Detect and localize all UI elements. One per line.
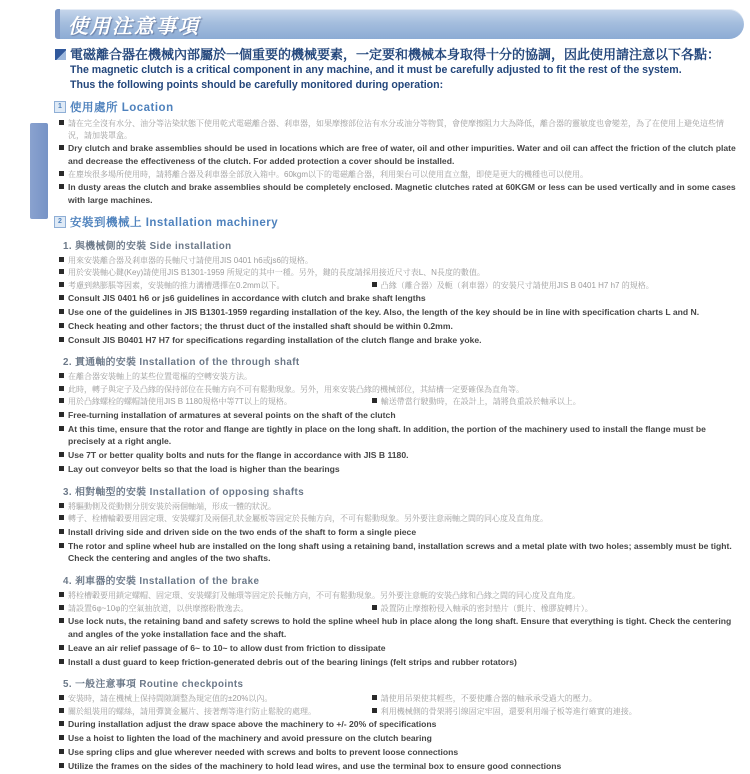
- bullet-square-icon: [372, 398, 377, 403]
- bullet-item: [59, 527, 416, 537]
- bullet-square-icon: [59, 466, 64, 471]
- bullet-square-icon: [59, 269, 64, 274]
- bullet-item: [59, 502, 276, 511]
- bullet-line: [59, 501, 739, 513]
- bullet-item: [59, 268, 485, 277]
- bullet-square-icon: [372, 282, 377, 287]
- bullet-text: Lay out conveyor belts so that the load is higher than the bearings: [68, 464, 340, 475]
- bullet-line: [59, 181, 739, 207]
- bullet-square-icon: [59, 295, 64, 300]
- bullet-item: [59, 591, 580, 600]
- bullet-square-icon: [59, 337, 64, 342]
- bullet-square-icon: [59, 282, 64, 287]
- section-number-icon: 1: [54, 101, 66, 113]
- bullet-line: [59, 760, 739, 773]
- bullet-item: [59, 372, 252, 381]
- bullet-item: [59, 385, 524, 394]
- bullet-line: [59, 656, 739, 669]
- bullet-square-icon: [59, 386, 64, 391]
- subsection-header: 1. 與機械側的安裝 Side installation: [63, 240, 232, 252]
- subsection-header: 5. 一般注意事項 Routine checkpoints: [63, 679, 244, 691]
- bullet-item: [59, 514, 548, 523]
- bullet-square-icon: [59, 373, 64, 378]
- bullet-text: 安裝時，請在機械上保持間隙調整為規定值的±20%以內。: [68, 694, 273, 704]
- side-tab: [30, 123, 48, 219]
- intro-text-zh: [55, 46, 739, 63]
- bullet-item: [59, 321, 453, 331]
- bullet-square-icon: [59, 452, 64, 457]
- bullet-square-icon: [59, 763, 64, 768]
- bullet-line: [59, 513, 739, 525]
- bullet-square-icon: [59, 257, 64, 262]
- bullet-item: [59, 657, 517, 667]
- bullet-line: [59, 320, 739, 333]
- bullet-text: 用於凸緣螺栓的螺帽請使用JIS B 1180規格中等7T以上的規格。: [68, 397, 292, 407]
- subsection-header: 2. 貫通軸的安裝 Installation of the through shaft: [63, 357, 300, 369]
- bullet-line: [59, 603, 739, 615]
- bullet-square-icon: [59, 592, 64, 597]
- bullet-item: [59, 170, 588, 179]
- section: [55, 214, 739, 773]
- section: [55, 99, 739, 207]
- bullet-text: During installation adjust the draw space above the machinery to +/- 20% of specifications: [68, 719, 437, 730]
- bullet-text: Use spring clips and glue wherever needed with screws and bolts to prevent loose connections: [68, 747, 459, 758]
- bullet-text: Dry clutch and brake assemblies should be used in locations which are free of water, oil and other impurities. Water and oil can affect the friction of the clutch plate and decrease the effectiveness of the clutch. For added protection a cover should be installed.: [68, 143, 736, 166]
- bullet-line: [59, 642, 739, 655]
- bullet-line: [59, 280, 739, 292]
- bullet-text: Use one of the guidelines in JIS B1301-1959 regarding installation of the key. Also, the length of the key should be in line with specification charts L and N.: [68, 306, 700, 317]
- bullet-item: [372, 693, 597, 705]
- bullet-square-icon: [59, 515, 64, 520]
- bullet-line: [59, 423, 739, 449]
- section-title: 安裝到機械上 Installation machinery: [70, 216, 279, 229]
- bullet-item: [59, 464, 340, 474]
- bullet-line: [59, 590, 739, 602]
- bullet-text: 將栓槽轂要用鎖定螺帽、固定環、安裝螺釘及軸環等固定於長軸方向，不可有鬆動現象。另外要注意軛的安裝凸緣和凸緣之間的同心度及直角度。: [68, 591, 580, 601]
- bullet-text: 將驅動側及從動側分別安裝於兩個軸端，形成一體的狀況。: [68, 501, 276, 511]
- intro-zh-text: 電磁離合器在機械內部屬於一個重要的機械要素，一定要和機械本身取得十分的協調，因此使用請注意以下各點：: [70, 47, 721, 62]
- bullet-square-icon: [372, 708, 377, 713]
- bullet-square-icon: [59, 618, 64, 623]
- bullet-text: 用於安裝軸心鍵(Key)請使用JIS B1301-1959 所規定的其中一種。另外，鍵的長度請採用接近尺寸表L、N長度的數值。: [68, 268, 485, 278]
- bullet-square-icon: [59, 543, 64, 548]
- bullet-text: Free-turning installation of armatures at several points on the shaft of the clutch: [68, 409, 396, 420]
- bullet-item: [59, 335, 482, 345]
- bullet-line: [59, 746, 739, 759]
- bullet-text: Use a hoist to lighten the load of the machinery and avoid pressure on the clutch bearing: [68, 733, 432, 744]
- bullet-line: [59, 371, 739, 383]
- bullet-item: [59, 280, 372, 292]
- bullet-line: [59, 142, 739, 168]
- bullet-line: [59, 526, 739, 539]
- bullet-text: In dusty areas the clutch and brake assemblies should be completely enclosed. Magnetic clutches rated at 60KGM or less can be used vertically and in some cases with large machines.: [68, 182, 736, 205]
- bullet-square-icon: [59, 184, 64, 189]
- subsection-header: 3. 相對軸型的安裝 Installation of opposing shafts: [63, 486, 305, 498]
- bullet-line: [59, 615, 739, 641]
- bullet-item: [372, 603, 593, 615]
- bullet-text: Check heating and other factors; the thrust duct of the installed shaft should be within 0.2mm.: [68, 320, 453, 331]
- bullet-line: [59, 306, 739, 319]
- bullet-item: [372, 396, 581, 408]
- bullet-text: Leave an air relief passage of 6~ to 10~ to allow dust from friction to dissipate: [68, 642, 386, 653]
- intro-text-en-line2: Thus the following points should be carefully monitored during operation:: [70, 78, 444, 91]
- bullet-item: [59, 119, 724, 140]
- bullet-square-icon: [59, 171, 64, 176]
- bullet-item: [372, 280, 654, 292]
- bullet-text: 利用機械側的骨架將引線固定牢固，還要利用端子板等進行確實的連接。: [380, 706, 637, 716]
- bullet-line: [59, 718, 739, 731]
- bullet-square-icon: [59, 323, 64, 328]
- bullet-text: 凸緣（離合器）及軛（剎車器）的安裝尺寸請使用JIS B 0401 H7 h7 的規格。: [380, 280, 654, 290]
- bullet-line: [59, 118, 739, 141]
- bullet-line: [59, 292, 739, 305]
- bullet-text: Utilize the frames on the sides of the machinery to hold lead wires, and use the terminal box to ensure good connections: [68, 760, 562, 771]
- subsection-header: 4. 剎車器的安裝 Installation of the brake: [63, 576, 260, 588]
- bullet-item: [59, 693, 372, 705]
- bullet-item: [59, 747, 458, 757]
- bullet-square-icon: [59, 645, 64, 650]
- bullet-text: At this time, ensure that the rotor and flange are tightly in place on the long shaft. In addition, the portion of the machinery used to install the flange must be precisely at a right angle.: [68, 423, 706, 447]
- bullet-square-icon: [59, 708, 64, 713]
- bullet-text: The rotor and spline wheel hub are installed on the long shaft using a retaining band, installation screws and a metal plate with two holes; assembly must be tight. Check the centering and angles of the two shafts.: [68, 540, 732, 564]
- bullet-item: [59, 450, 409, 460]
- bullet-square-icon: [59, 503, 64, 508]
- intro-block: [55, 46, 739, 92]
- section-header: [54, 214, 739, 230]
- bullet-square-icon: [59, 145, 64, 150]
- bullet-text: 此時，轉子與定子及凸緣的保持部位在長軸方向不可有鬆動現象。另外，用來安裝凸緣的機械部位，其結構一定要確保為直角等。: [68, 384, 524, 394]
- bullet-item: [59, 761, 561, 771]
- bullet-line: [59, 384, 739, 396]
- bullet-text: 請在完全沒有水分、油分等沾染狀態下使用乾式電磁離合器、剎車器，如果摩擦部位沾有水分或油分等物質，會使摩擦阻力大為降低，離合器的靈敏度也會變差，為了在使用上避免這些情況，請加裝罩盒。: [68, 119, 724, 140]
- bullet-text: 在塵埃很多場所使用時，請將離合器及剎車器全部放入箱中。60kgm以下的電磁離合器，利用架台可以使用直立盤，即使是更大的機種也可以使用。: [68, 169, 589, 179]
- page-title: 使用注意事項: [68, 15, 200, 38]
- intro-marker-icon: [55, 49, 66, 60]
- bullet-text: Install driving side and driven side on the two ends of the shaft to form a single piece: [68, 526, 417, 537]
- bullet-item: [59, 733, 432, 743]
- bullet-item: [59, 706, 372, 718]
- bullet-line: [59, 449, 739, 462]
- bullet-line: [59, 255, 739, 267]
- bullet-text: Consult JIS B0401 H7 H7 for specifications regarding installation of the clutch flange and brake yoke.: [68, 334, 482, 345]
- header-bar: [55, 9, 744, 39]
- bullet-square-icon: [59, 120, 64, 125]
- bullet-square-icon: [59, 412, 64, 417]
- bullet-square-icon: [59, 735, 64, 740]
- bullet-square-icon: [59, 426, 64, 431]
- bullet-text: 關於組裝用的螺絲，請用彈簧金屬片、接著劑等進行防止鬆脫的處理。: [68, 706, 316, 716]
- bullet-item: [59, 143, 736, 166]
- bullet-line: [59, 169, 739, 181]
- bullet-text: 考慮到熱膨脹等因素，安裝軸的推力溝槽選擇在0.2mm以下。: [68, 280, 285, 290]
- bullet-line: [59, 706, 739, 718]
- bullet-item: [59, 307, 699, 317]
- bullet-line: [59, 409, 739, 422]
- bullet-item: [372, 706, 637, 718]
- bullet-text: 在離合器安裝軸上的某些位置電樞的空轉安裝方法。: [68, 372, 252, 382]
- bullet-text: Consult JIS 0401 h6 or js6 guidelines in accordance with clutch and brake shaft lengths: [68, 293, 426, 304]
- bullet-line: [59, 334, 739, 347]
- bullet-item: [59, 182, 736, 205]
- bullet-square-icon: [59, 309, 64, 314]
- bullet-text: 請使用吊架使其輕些，不要使離合器的軸承承受過大的壓力。: [380, 694, 597, 704]
- bullet-item: [59, 410, 396, 420]
- bullet-line: [59, 732, 739, 745]
- bullet-square-icon: [372, 605, 377, 610]
- bullet-item: [59, 293, 426, 303]
- bullet-text: 輸送帶當行駛動時，在設計上，請將負重設於軸承以上。: [380, 397, 581, 407]
- bullet-text: 請設置6φ~10φ的空氣抽放道，以供摩擦粉散逸去。: [68, 603, 249, 613]
- bullet-line: [59, 693, 739, 705]
- bullet-item: [59, 643, 386, 653]
- bullet-square-icon: [59, 605, 64, 610]
- bullet-item: [59, 396, 372, 408]
- bullet-item: [59, 541, 732, 564]
- section-number-icon: 2: [54, 216, 66, 228]
- bullet-text: Use lock nuts, the retaining band and safety screws to hold the spline wheel hub in place along the long shaft. Ensure that everything is tight. Check the centering and angles of the yoke installation face and the shaft.: [68, 616, 732, 640]
- bullet-square-icon: [59, 398, 64, 403]
- content-area: [55, 46, 739, 774]
- bullet-text: 設置防止摩擦粉侵入軸承的密封墊片（氈片、橡膠旋轉片）。: [380, 603, 593, 613]
- bullet-text: Use 7T or better quality bolts and nuts for the flange in accordance with JIS B 1180.: [68, 450, 409, 461]
- section-header: [54, 99, 739, 115]
- bullet-square-icon: [59, 695, 64, 700]
- bullet-text: Install a dust guard to keep friction-generated debris out of the bearing linings (felt strips and rubber rotators): [68, 656, 517, 667]
- bullet-square-icon: [372, 695, 377, 700]
- bullet-square-icon: [59, 529, 64, 534]
- bullet-line: [59, 540, 739, 566]
- bullet-item: [59, 256, 313, 265]
- bullet-square-icon: [59, 659, 64, 664]
- bullet-line: [59, 267, 739, 279]
- bullet-line: [59, 396, 739, 408]
- intro-text-en-line1: The magnetic clutch is a critical component in any machine, and it must be carefully adjusted to fit the rest of the system.: [70, 64, 682, 76]
- bullet-text: 轉子、栓槽輪轂要用固定環、安裝螺釘及兩個孔狀金屬板等固定於長軸方向，不可有鬆動現象。另外要注意兩軸之間的同心度及直角度。: [68, 514, 548, 524]
- section-title: 使用處所 Location: [70, 102, 174, 114]
- bullet-square-icon: [59, 721, 64, 726]
- sections-container: [55, 99, 739, 773]
- bullet-item: [59, 603, 372, 615]
- bullet-item: [59, 424, 706, 447]
- bullet-item: [59, 616, 731, 639]
- bullet-item: [59, 719, 436, 729]
- bullet-text: 用來安裝離合器及剎車器的長軸尺寸請使用JIS 0401 h6或js6的規格。: [68, 255, 313, 265]
- bullet-line: [59, 463, 739, 476]
